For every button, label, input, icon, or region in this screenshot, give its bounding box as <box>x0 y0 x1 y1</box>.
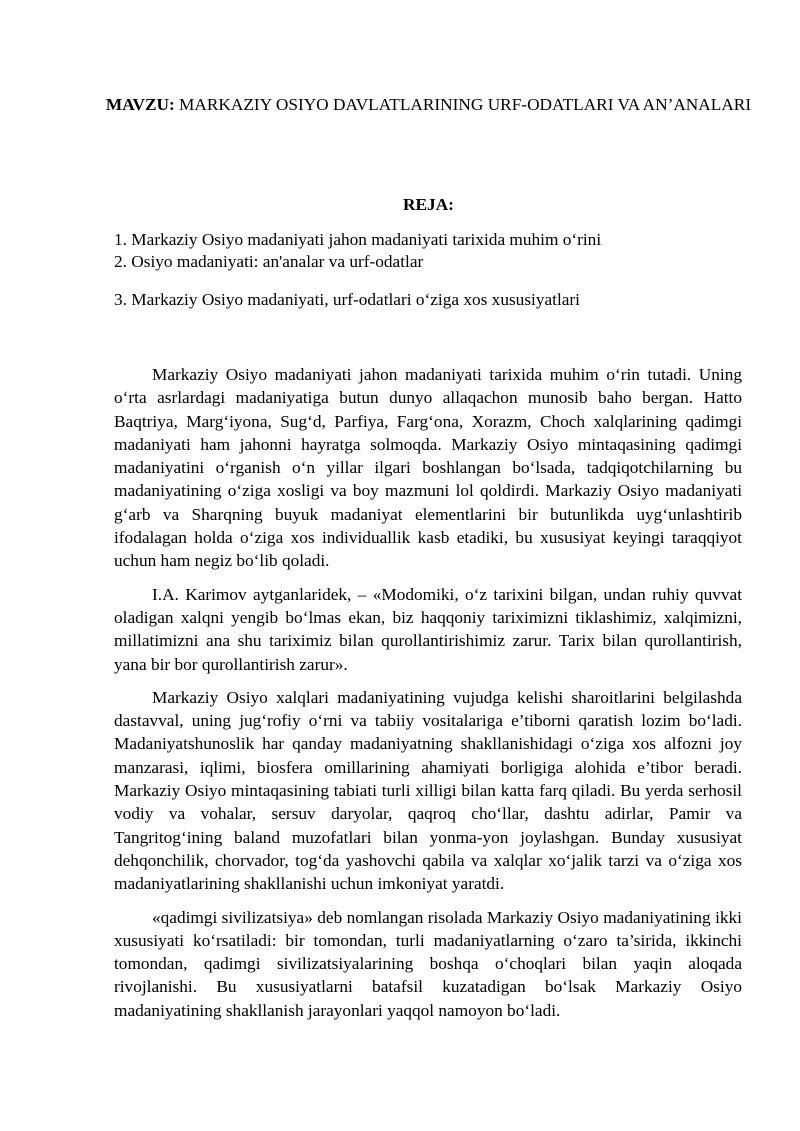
paragraph: Markaziy Osiyo xalqlari madaniyatining vujudga kelishi sharoitlarini belgilashda dastavval, uning jugʻrofiy oʻrni va tabiiy vositalariga e’tiborni qaratish lozim boʻladi. Madaniyatshunoslik har qanday madaniyatning shakllanishidagi oʻziga xos alfozni joy manzarasi, iqlimi, biosfera omillarining ahamiyati borligiga alohida e’tibor beradi. Markaziy Osiyo mintaqasining tabiati turli xilligi bilan katta farq qiladi. Bu yerda serhosil vodiy va vohalar, sersuv daryolar, qaqroq choʻllar, dashtu adirlar, Pamir va Tangritogʻining baland muzofatlari bilan yonma-yon joylashgan. Bunday xususiyat dehqonchilik, chorvador, togʻda yashovchi qabila va xalqlar xoʻjalik tarzi va oʻziga xos madaniyatlarining shakllanishi uchun imkoniyat yaratdi. <box>114 687 742 894</box>
plan-list <box>114 229 754 311</box>
paragraph: I.A. Karimov aytganlaridek, – «Modomiki, oʻz tarixini bilgan, undan ruhiy quvvat oladigan xalqni yengib boʻlmas ekan, biz haqqoniy tariximizni tiklashimiz, xalqimizni, millatimizni ana shu tariximiz bilan qurollantirishimiz zarur. Tarix bilan qurollantirish, yana bir bor qurollantirish zarur». <box>114 584 742 674</box>
plan-heading: REJA: <box>403 195 454 214</box>
title-label: MAVZU: <box>105 95 175 114</box>
plan-item: 3. Markaziy Osiyo madaniyati, urf-odatlari oʻziga xos xususiyatlari <box>114 290 580 309</box>
document-title <box>100 93 757 117</box>
title-text: MARKAZIY OSIYO DAVLATLARINING URF-ODATLARI VA AN’ANALARI <box>179 95 752 114</box>
paragraph: «qadimgi sivilizatsiya» deb nomlangan risolada Markaziy Osiyo madaniyatining ikki xususiyati koʻrsatiladi: bir tomondan, turli madaniyatlarning oʻzaro ta’sirida, ikkinchi tomondan, qadimgi sivilizatsiyalarining boshqa oʻchoqlari bilan yaqin aloqada rivojlanishi. Bu xususiyatlarni batafsil kuzatadigan boʻlsak Markaziy Osiyo madaniyatining shakllanish jarayonlari yaqqol namoyon boʻladi. <box>114 907 742 1020</box>
body-text <box>114 363 742 1032</box>
paragraph: Markaziy Osiyo madaniyati jahon madaniyati tarixida muhim oʻrin tutadi. Uning oʻrta asrlardagi madaniyatiga butun dunyo allaqachon munosib baho bergan. Hatto Baqtriya, Margʻiyona, Sugʻd, Parfiya, Fargʻona, Xorazm, Choch xalqlarining qadimgi madaniyati ham jahonni hayratga solmoqda. Markaziy Osiyo mintaqasining qadimgi madaniyatini oʻrganish oʻn yillar ilgari boshlangan boʻlsada, tadqiqotchilarning bu madaniyatining oʻziga xosligi va boy mazmuni lol qoldirdi. Markaziy Osiyo madaniyati gʻarb va Sharqning buyuk madaniyat elementlarini bir butunlikda uygʻunlashtirib ifodalagan holda oʻziga xos individuallik kasb etadiki, bu xususiyat keyingi taraqqiyot uchun ham negiz boʻlib qoladi. <box>114 365 742 571</box>
plan-item: 1. Markaziy Osiyo madaniyati jahon madaniyati tarixida muhim oʻrini <box>114 230 602 249</box>
plan-item: 2. Osiyo madaniyati: an'analar va urf-odatlar <box>114 252 424 271</box>
